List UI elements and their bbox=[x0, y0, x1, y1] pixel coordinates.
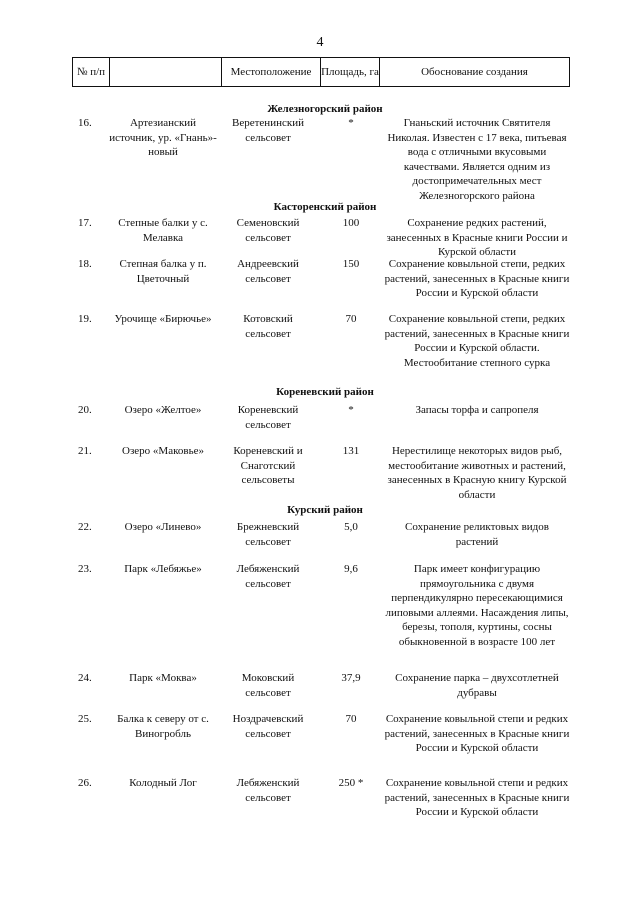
row-location: Лебяженский сельсовет bbox=[236, 777, 300, 804]
header-area: Площадь, га bbox=[321, 66, 379, 78]
row-name: Урочище «Бирючье» bbox=[114, 313, 212, 325]
row-name: Артезианский источник, ур. «Гнань»-новый bbox=[109, 117, 217, 158]
row-location: Брежневский сельсовет bbox=[236, 521, 300, 548]
row-area: * bbox=[348, 404, 354, 416]
row-num: 19. bbox=[78, 313, 92, 325]
row-location: Кореневский и Снаготский сельсоветы bbox=[233, 445, 303, 486]
row-num: 20. bbox=[78, 404, 92, 416]
row-num: 23. bbox=[78, 563, 92, 575]
row-location: Андреевский сельсовет bbox=[237, 258, 299, 285]
row-name: Парк «Моква» bbox=[129, 672, 197, 684]
row-basis: Нерестилище некоторых видов рыб, местообитание животных и растений, занесенных в Красную книгу Курской области bbox=[387, 445, 567, 501]
district-heading: Железногорский район bbox=[267, 103, 383, 115]
header-num: № п/п bbox=[76, 66, 106, 78]
row-location: Лебяженский сельсовет bbox=[236, 563, 300, 590]
row-area: 37,9 bbox=[341, 672, 361, 684]
row-name: Озеро «Маковье» bbox=[122, 445, 204, 457]
table-header bbox=[72, 57, 570, 87]
district-heading: Кореневский район bbox=[276, 386, 374, 398]
row-name: Колодный Лог bbox=[129, 777, 197, 789]
row-name: Озеро «Желтое» bbox=[124, 404, 202, 416]
row-area: 70 bbox=[345, 313, 357, 325]
row-area: 131 bbox=[342, 445, 360, 457]
row-num: 22. bbox=[78, 521, 92, 533]
header-location: Местоположение bbox=[230, 66, 312, 78]
row-name: Озеро «Линево» bbox=[124, 521, 202, 533]
row-area: 9,6 bbox=[344, 563, 358, 575]
row-num: 17. bbox=[78, 217, 92, 229]
row-name: Парк «Лебяжье» bbox=[124, 563, 202, 575]
row-basis: Запасы торфа и сапропеля bbox=[415, 404, 539, 416]
row-basis: Сохранение ковыльной степи, редких растений, занесенных в Красные книги России и Курской области bbox=[384, 258, 570, 299]
row-location: Моковский сельсовет bbox=[241, 672, 295, 699]
row-num: 16. bbox=[78, 117, 92, 129]
row-area: 150 bbox=[342, 258, 360, 270]
row-num: 18. bbox=[78, 258, 92, 270]
row-num: 25. bbox=[78, 713, 92, 725]
row-location: Кореневский сельсовет bbox=[237, 404, 299, 431]
row-location: Веретенинский сельсовет bbox=[232, 117, 304, 144]
district-heading: Касторенский район bbox=[273, 201, 377, 213]
page-number: 4 bbox=[316, 35, 324, 50]
row-num: 24. bbox=[78, 672, 92, 684]
row-basis: Парк имеет конфигурацию прямоугольника с двумя перпендикулярно пересекающимися липовыми аллеями. Насаждения липы, березы, тополя, куртины, сосны обыкновенной в возрасте 100 лет bbox=[385, 563, 569, 648]
row-location: Ноздрачевский сельсовет bbox=[232, 713, 304, 740]
row-area: * bbox=[348, 117, 354, 129]
row-area: 100 bbox=[342, 217, 360, 229]
row-name: Степная балка у п. Цветочный bbox=[119, 258, 207, 285]
row-area: 70 bbox=[345, 713, 357, 725]
row-name: Балка к северу от с. Виногробль bbox=[117, 713, 209, 740]
row-num: 26. bbox=[78, 777, 92, 789]
row-basis: Сохранение ковыльной степи, редких растений, занесенных в Красные книги России и Курской области. Местообитание степного сурка bbox=[384, 313, 570, 369]
row-num: 21. bbox=[78, 445, 92, 457]
district-heading: Курский район bbox=[287, 504, 363, 516]
row-basis: Гнаньский источник Святителя Николая. Известен с 17 века, питьевая вода с отличными вкусовыми качествами. Является одним из достопримечательных мест Железногорского района bbox=[387, 117, 567, 202]
row-basis: Сохранение парка – двухсотлетней дубравы bbox=[395, 672, 559, 699]
row-name: Степные балки у с. Мелавка bbox=[118, 217, 208, 244]
row-location: Котовский сельсовет bbox=[243, 313, 293, 340]
row-area: 250 * bbox=[338, 777, 364, 789]
row-basis: Сохранение ковыльной степи и редких растений, занесенных в Красные книги России и Курской области bbox=[384, 777, 570, 818]
header-basis: Обоснование создания bbox=[421, 66, 528, 78]
row-basis: Сохранение редких растений, занесенных в Красные книги России и Курской области bbox=[386, 217, 568, 258]
row-location: Семеновский сельсовет bbox=[236, 217, 300, 244]
row-basis: Сохранение ковыльной степи и редких растений, занесенных в Красные книги России и Курской области bbox=[384, 713, 570, 754]
header-name bbox=[110, 58, 221, 86]
row-basis: Сохранение реликтовых видов растений bbox=[405, 521, 549, 548]
row-area: 5,0 bbox=[344, 521, 358, 533]
